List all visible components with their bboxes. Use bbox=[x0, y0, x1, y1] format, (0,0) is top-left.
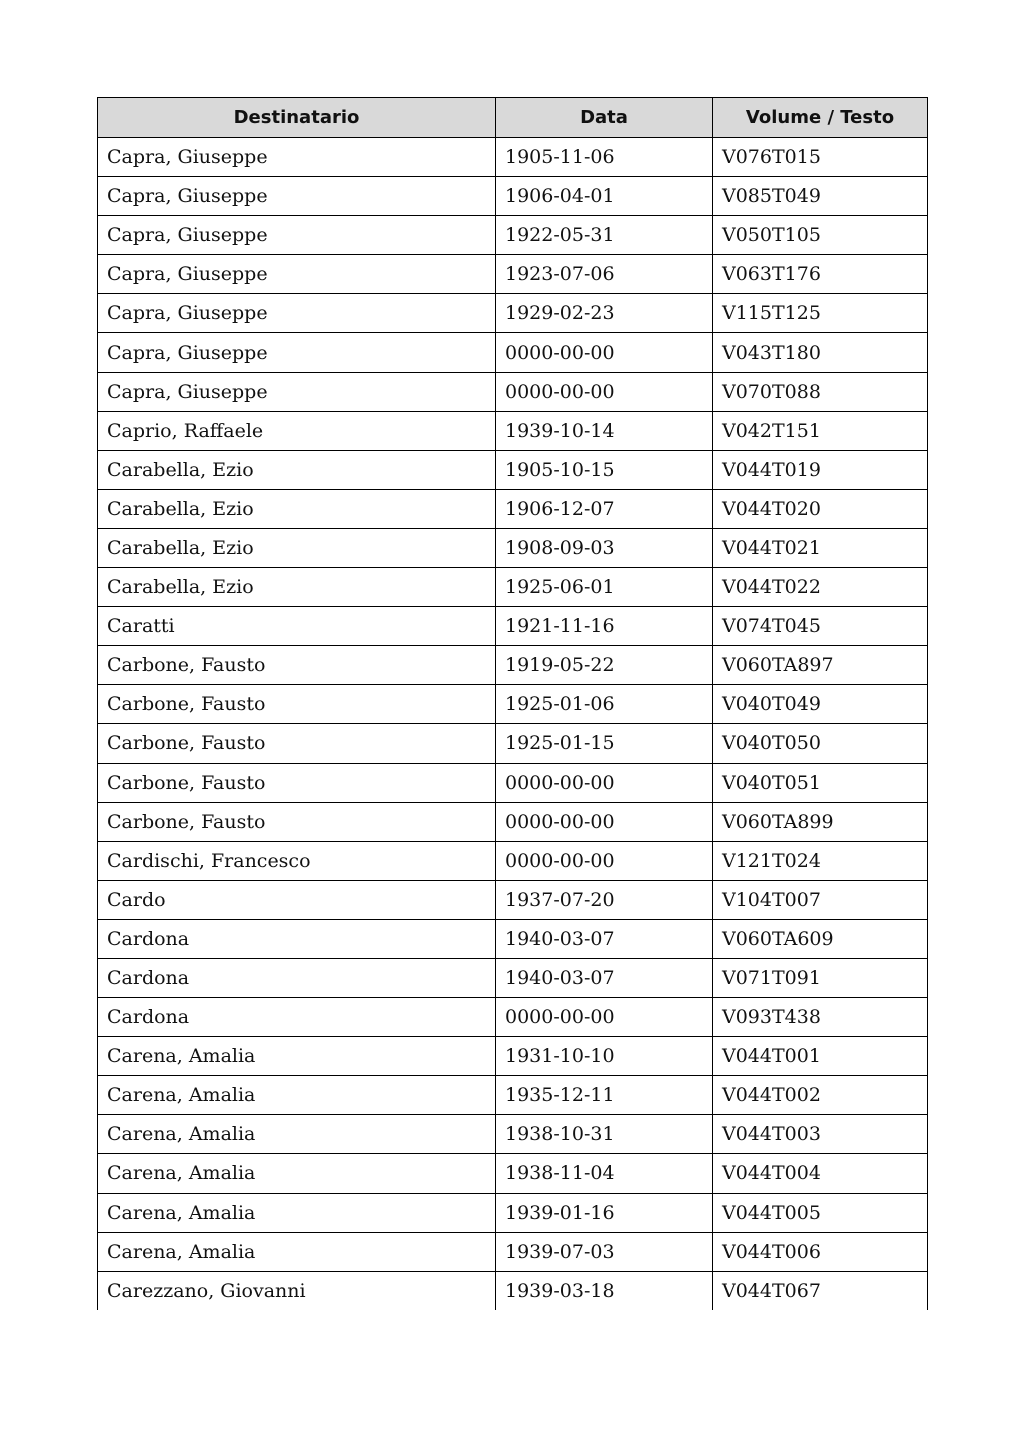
header-data: Data bbox=[496, 98, 713, 138]
cell-volume-testo: V040T049 bbox=[713, 685, 928, 724]
cell-data: 1923-07-06 bbox=[496, 255, 713, 294]
cell-destinatario: Carbone, Fausto bbox=[98, 802, 496, 841]
table-row bbox=[98, 1271, 928, 1310]
table-row bbox=[98, 528, 928, 567]
cell-destinatario: Capra, Giuseppe bbox=[98, 294, 496, 333]
table-row bbox=[98, 958, 928, 997]
table-row bbox=[98, 998, 928, 1037]
table-row bbox=[98, 138, 928, 177]
table-row bbox=[98, 177, 928, 216]
cell-destinatario: Capra, Giuseppe bbox=[98, 372, 496, 411]
table-row bbox=[98, 489, 928, 528]
cell-volume-testo: V040T050 bbox=[713, 724, 928, 763]
table-row bbox=[98, 255, 928, 294]
cell-data: 1939-07-03 bbox=[496, 1232, 713, 1271]
cell-destinatario: Cardona bbox=[98, 958, 496, 997]
cell-destinatario: Capra, Giuseppe bbox=[98, 216, 496, 255]
cell-data: 1940-03-07 bbox=[496, 919, 713, 958]
cell-data: 1921-11-16 bbox=[496, 607, 713, 646]
cell-volume-testo: V060TA609 bbox=[713, 919, 928, 958]
cell-volume-testo: V040T051 bbox=[713, 763, 928, 802]
cell-data: 0000-00-00 bbox=[496, 333, 713, 372]
cell-volume-testo: V044T022 bbox=[713, 568, 928, 607]
cell-data: 1925-01-06 bbox=[496, 685, 713, 724]
cell-volume-testo: V071T091 bbox=[713, 958, 928, 997]
table-row bbox=[98, 724, 928, 763]
cell-destinatario: Capra, Giuseppe bbox=[98, 177, 496, 216]
cell-data: 1905-11-06 bbox=[496, 138, 713, 177]
cell-destinatario: Carabella, Ezio bbox=[98, 450, 496, 489]
table-row bbox=[98, 1232, 928, 1271]
table-row bbox=[98, 1076, 928, 1115]
cell-data: 0000-00-00 bbox=[496, 372, 713, 411]
table-row bbox=[98, 841, 928, 880]
cell-data: 1922-05-31 bbox=[496, 216, 713, 255]
cell-volume-testo: V074T045 bbox=[713, 607, 928, 646]
cell-data: 0000-00-00 bbox=[496, 998, 713, 1037]
cell-volume-testo: V104T007 bbox=[713, 880, 928, 919]
table-row bbox=[98, 450, 928, 489]
table-row bbox=[98, 763, 928, 802]
table-row bbox=[98, 880, 928, 919]
cell-destinatario: Cardischi, Francesco bbox=[98, 841, 496, 880]
cell-destinatario: Carena, Amalia bbox=[98, 1232, 496, 1271]
cell-data: 1905-10-15 bbox=[496, 450, 713, 489]
cell-data: 1931-10-10 bbox=[496, 1037, 713, 1076]
cell-volume-testo: V121T024 bbox=[713, 841, 928, 880]
cell-data: 1908-09-03 bbox=[496, 528, 713, 567]
cell-data: 0000-00-00 bbox=[496, 763, 713, 802]
cell-destinatario: Carena, Amalia bbox=[98, 1193, 496, 1232]
cell-volume-testo: V044T002 bbox=[713, 1076, 928, 1115]
header-row bbox=[98, 98, 928, 138]
cell-destinatario: Carbone, Fausto bbox=[98, 724, 496, 763]
cell-volume-testo: V060TA897 bbox=[713, 646, 928, 685]
cell-data: 0000-00-00 bbox=[496, 802, 713, 841]
cell-destinatario: Cardona bbox=[98, 919, 496, 958]
cell-destinatario: Carena, Amalia bbox=[98, 1037, 496, 1076]
cell-destinatario: Carezzano, Giovanni bbox=[98, 1271, 496, 1310]
table-row bbox=[98, 1154, 928, 1193]
cell-destinatario: Capra, Giuseppe bbox=[98, 138, 496, 177]
cell-destinatario: Carena, Amalia bbox=[98, 1154, 496, 1193]
cell-volume-testo: V044T004 bbox=[713, 1154, 928, 1193]
cell-volume-testo: V044T020 bbox=[713, 489, 928, 528]
table-row bbox=[98, 294, 928, 333]
correspondence-table bbox=[97, 97, 928, 1310]
cell-volume-testo: V076T015 bbox=[713, 138, 928, 177]
table-row bbox=[98, 216, 928, 255]
cell-destinatario: Capra, Giuseppe bbox=[98, 255, 496, 294]
table-row bbox=[98, 919, 928, 958]
cell-data: 1937-07-20 bbox=[496, 880, 713, 919]
cell-volume-testo: V085T049 bbox=[713, 177, 928, 216]
cell-data: 1919-05-22 bbox=[496, 646, 713, 685]
cell-destinatario: Carabella, Ezio bbox=[98, 568, 496, 607]
cell-volume-testo: V063T176 bbox=[713, 255, 928, 294]
cell-data: 1925-01-15 bbox=[496, 724, 713, 763]
table-body bbox=[98, 138, 928, 1311]
cell-data: 0000-00-00 bbox=[496, 841, 713, 880]
cell-volume-testo: V060TA899 bbox=[713, 802, 928, 841]
cell-data: 1938-10-31 bbox=[496, 1115, 713, 1154]
table-row bbox=[98, 646, 928, 685]
cell-volume-testo: V044T019 bbox=[713, 450, 928, 489]
table-row bbox=[98, 802, 928, 841]
table-row bbox=[98, 372, 928, 411]
cell-data: 1939-10-14 bbox=[496, 411, 713, 450]
cell-volume-testo: V044T001 bbox=[713, 1037, 928, 1076]
table-row bbox=[98, 411, 928, 450]
table-row bbox=[98, 685, 928, 724]
cell-destinatario: Carbone, Fausto bbox=[98, 763, 496, 802]
cell-data: 1935-12-11 bbox=[496, 1076, 713, 1115]
cell-data: 1938-11-04 bbox=[496, 1154, 713, 1193]
cell-data: 1939-01-16 bbox=[496, 1193, 713, 1232]
cell-destinatario: Carena, Amalia bbox=[98, 1115, 496, 1154]
cell-volume-testo: V044T006 bbox=[713, 1232, 928, 1271]
table-row bbox=[98, 568, 928, 607]
header-destinatario: Destinatario bbox=[98, 98, 496, 138]
table-header bbox=[98, 98, 928, 138]
cell-volume-testo: V043T180 bbox=[713, 333, 928, 372]
header-volume-testo: Volume / Testo bbox=[713, 98, 928, 138]
cell-volume-testo: V044T067 bbox=[713, 1271, 928, 1310]
cell-volume-testo: V050T105 bbox=[713, 216, 928, 255]
table-row bbox=[98, 607, 928, 646]
cell-volume-testo: V070T088 bbox=[713, 372, 928, 411]
cell-volume-testo: V042T151 bbox=[713, 411, 928, 450]
cell-volume-testo: V044T003 bbox=[713, 1115, 928, 1154]
table-row bbox=[98, 1193, 928, 1232]
cell-data: 1906-12-07 bbox=[496, 489, 713, 528]
cell-data: 1940-03-07 bbox=[496, 958, 713, 997]
cell-destinatario: Caratti bbox=[98, 607, 496, 646]
cell-volume-testo: V044T005 bbox=[713, 1193, 928, 1232]
cell-destinatario: Capra, Giuseppe bbox=[98, 333, 496, 372]
cell-destinatario: Carbone, Fausto bbox=[98, 646, 496, 685]
cell-data: 1925-06-01 bbox=[496, 568, 713, 607]
cell-destinatario: Carbone, Fausto bbox=[98, 685, 496, 724]
cell-volume-testo: V093T438 bbox=[713, 998, 928, 1037]
cell-volume-testo: V115T125 bbox=[713, 294, 928, 333]
cell-destinatario: Carabella, Ezio bbox=[98, 528, 496, 567]
cell-destinatario: Carena, Amalia bbox=[98, 1076, 496, 1115]
cell-volume-testo: V044T021 bbox=[713, 528, 928, 567]
table-row bbox=[98, 333, 928, 372]
cell-destinatario: Caprio, Raffaele bbox=[98, 411, 496, 450]
table-row bbox=[98, 1037, 928, 1076]
cell-data: 1939-03-18 bbox=[496, 1271, 713, 1310]
cell-destinatario: Carabella, Ezio bbox=[98, 489, 496, 528]
cell-data: 1929-02-23 bbox=[496, 294, 713, 333]
cell-destinatario: Cardo bbox=[98, 880, 496, 919]
table-row bbox=[98, 1115, 928, 1154]
cell-data: 1906-04-01 bbox=[496, 177, 713, 216]
cell-destinatario: Cardona bbox=[98, 998, 496, 1037]
